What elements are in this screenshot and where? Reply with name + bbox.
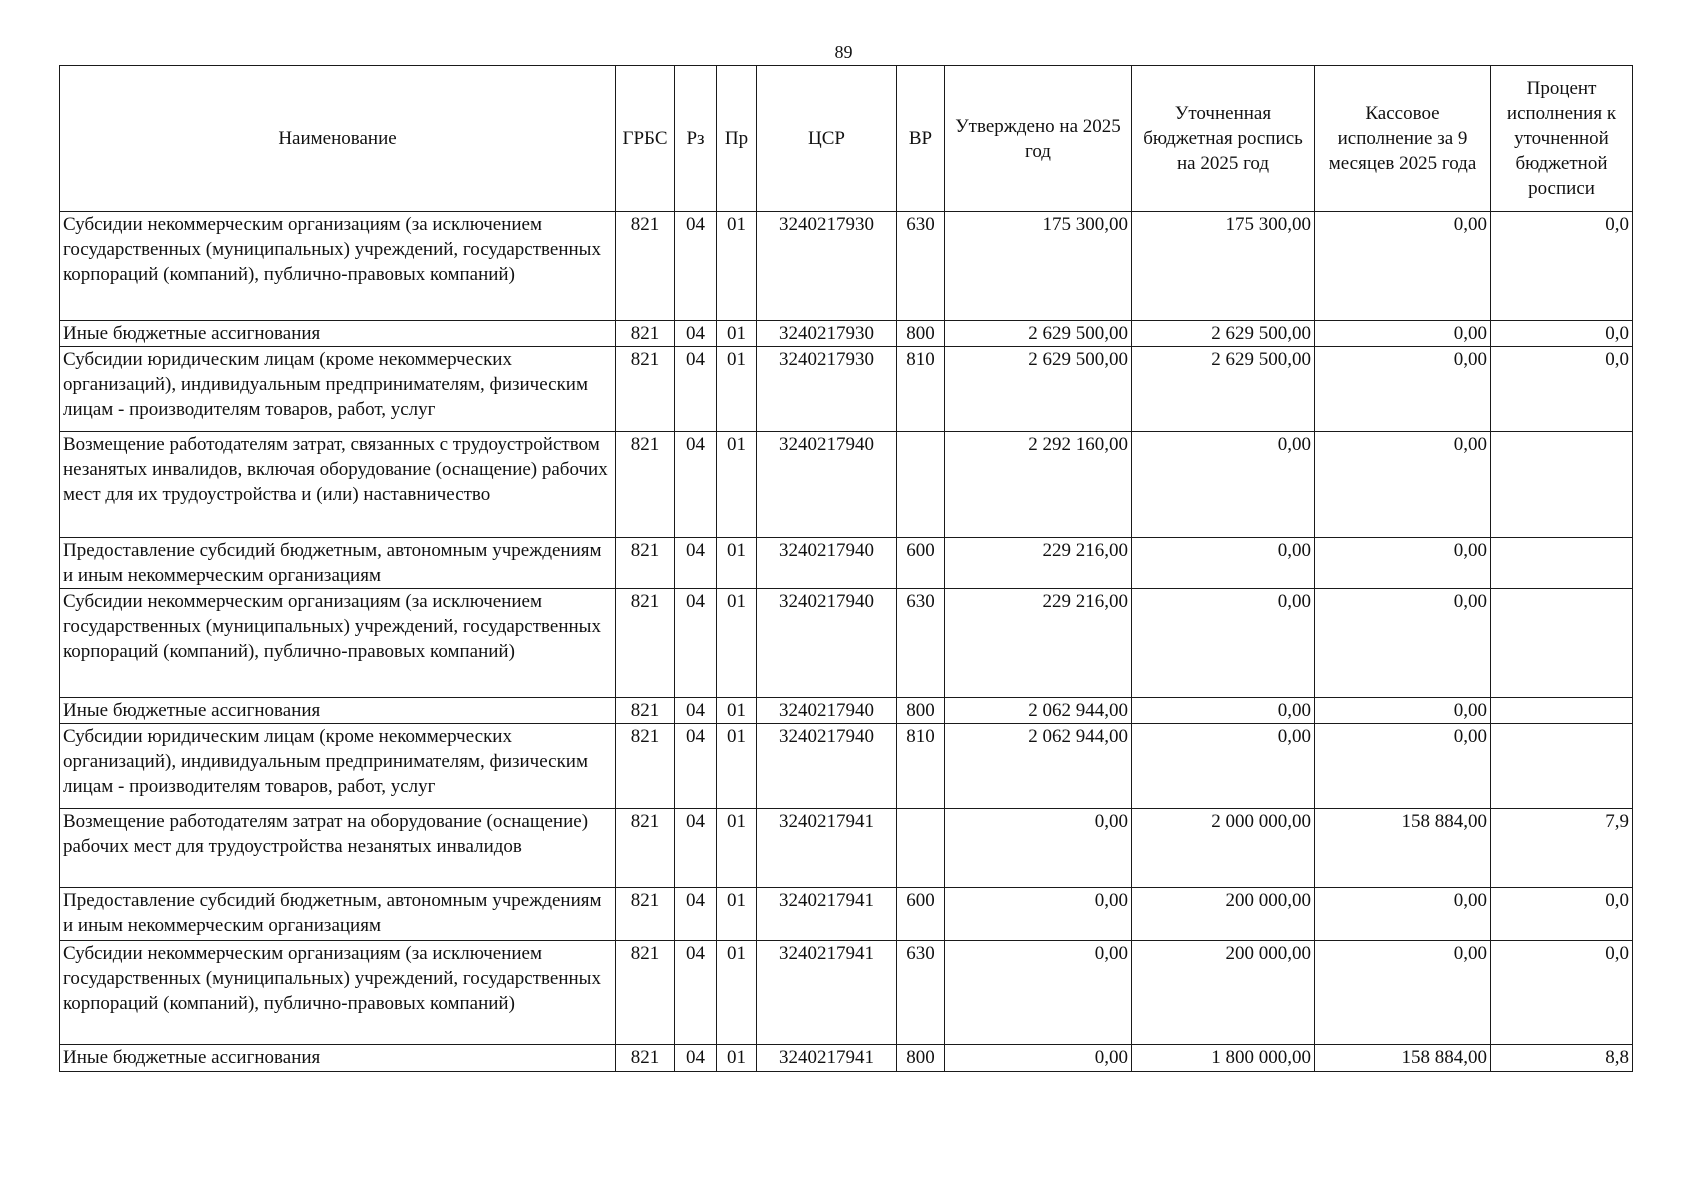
row-pr: 01 [717,321,757,347]
row-vr [897,432,945,538]
row-refined: 0,00 [1132,432,1315,538]
row-approved: 229 216,00 [945,589,1132,698]
row-name: Субсидии некоммерческим организациям (за исключением государственных (муниципальных) учреждений, государственных корпораций (компаний), публично-правовых компаний) [60,941,616,1045]
header-refined: Уточненная бюджетная роспись на 2025 год [1132,66,1315,212]
row-pr: 01 [717,432,757,538]
header-pr: Пр [717,66,757,212]
row-rz: 04 [675,941,717,1045]
row-percent [1491,724,1633,809]
row-percent [1491,698,1633,724]
row-pr: 01 [717,809,757,888]
row-vr: 600 [897,538,945,589]
row-grbs: 821 [616,589,675,698]
table-row [60,321,1633,347]
row-csr: 3240217940 [757,698,897,724]
row-approved: 2 629 500,00 [945,347,1132,432]
row-rz: 04 [675,888,717,941]
table-row [60,212,1633,321]
row-percent: 8,8 [1491,1045,1633,1072]
row-approved: 0,00 [945,1045,1132,1072]
row-pr: 01 [717,538,757,589]
row-rz: 04 [675,589,717,698]
row-csr: 3240217941 [757,941,897,1045]
row-pr: 01 [717,1045,757,1072]
row-cash: 0,00 [1315,888,1491,941]
budget-table [59,65,1633,1072]
row-csr: 3240217941 [757,1045,897,1072]
row-refined: 0,00 [1132,589,1315,698]
row-csr: 3240217930 [757,321,897,347]
row-vr: 800 [897,698,945,724]
row-name: Предоставление субсидий бюджетным, автономным учреждениям и иным некоммерческим организациям [60,538,616,589]
row-percent: 0,0 [1491,347,1633,432]
row-grbs: 821 [616,347,675,432]
row-rz: 04 [675,432,717,538]
row-cash: 0,00 [1315,212,1491,321]
row-cash: 0,00 [1315,432,1491,538]
table-row [60,538,1633,589]
row-percent: 0,0 [1491,212,1633,321]
row-vr: 800 [897,321,945,347]
row-cash: 0,00 [1315,724,1491,809]
row-grbs: 821 [616,888,675,941]
row-approved: 229 216,00 [945,538,1132,589]
table-row [60,941,1633,1045]
row-vr: 600 [897,888,945,941]
row-refined: 2 629 500,00 [1132,321,1315,347]
row-percent: 7,9 [1491,809,1633,888]
page-number: 89 [834,42,853,62]
row-rz: 04 [675,212,717,321]
row-rz: 04 [675,809,717,888]
row-rz: 04 [675,1045,717,1072]
table-row [60,809,1633,888]
header-rz: Рз [675,66,717,212]
row-percent [1491,589,1633,698]
row-name: Субсидии юридическим лицам (кроме некоммерческих организаций), индивидуальным предпринимателям, физическим лицам - производителям товаров, работ, услуг [60,347,616,432]
row-vr: 810 [897,724,945,809]
row-refined: 175 300,00 [1132,212,1315,321]
row-csr: 3240217941 [757,809,897,888]
table-row [60,888,1633,941]
row-csr: 3240217941 [757,888,897,941]
row-vr: 630 [897,589,945,698]
row-grbs: 821 [616,538,675,589]
row-percent: 0,0 [1491,941,1633,1045]
row-grbs: 821 [616,724,675,809]
row-refined: 0,00 [1132,538,1315,589]
header-vr: ВР [897,66,945,212]
row-cash: 0,00 [1315,538,1491,589]
row-approved: 2 292 160,00 [945,432,1132,538]
table-row [60,698,1633,724]
row-grbs: 821 [616,212,675,321]
row-name: Субсидии некоммерческим организациям (за исключением государственных (муниципальных) учреждений, государственных корпораций (компаний), публично-правовых компаний) [60,589,616,698]
row-grbs: 821 [616,432,675,538]
row-pr: 01 [717,698,757,724]
row-cash: 0,00 [1315,347,1491,432]
row-vr [897,809,945,888]
header-csr: ЦСР [757,66,897,212]
row-rz: 04 [675,538,717,589]
table-header-row [60,66,1633,212]
row-grbs: 821 [616,321,675,347]
table-row [60,432,1633,538]
row-name: Возмещение работодателям затрат, связанных с трудоустройством незанятых инвалидов, включая оборудование (оснащение) рабочих мест для их трудоустройства и (или) наставничество [60,432,616,538]
row-rz: 04 [675,698,717,724]
row-name: Субсидии юридическим лицам (кроме некоммерческих организаций), индивидуальным предпринимателям, физическим лицам - производителям товаров, работ, услуг [60,724,616,809]
header-name: Наименование [60,66,616,212]
row-grbs: 821 [616,698,675,724]
row-pr: 01 [717,347,757,432]
row-refined: 200 000,00 [1132,941,1315,1045]
row-refined: 0,00 [1132,724,1315,809]
row-vr: 630 [897,212,945,321]
row-pr: 01 [717,941,757,1045]
header-grbs: ГРБС [616,66,675,212]
row-pr: 01 [717,212,757,321]
row-percent: 0,0 [1491,888,1633,941]
row-cash: 0,00 [1315,698,1491,724]
row-cash: 0,00 [1315,321,1491,347]
header-percent: Процент исполнения к уточненной бюджетной росписи [1491,66,1633,212]
row-rz: 04 [675,321,717,347]
row-grbs: 821 [616,809,675,888]
table-row [60,589,1633,698]
row-cash: 0,00 [1315,941,1491,1045]
header-approved: Утверждено на 2025 год [945,66,1132,212]
row-approved: 2 062 944,00 [945,724,1132,809]
row-percent [1491,432,1633,538]
table-row [60,347,1633,432]
row-approved: 2 629 500,00 [945,321,1132,347]
row-name: Предоставление субсидий бюджетным, автономным учреждениям и иным некоммерческим организациям [60,888,616,941]
row-name: Иные бюджетные ассигнования [60,321,616,347]
row-csr: 3240217940 [757,538,897,589]
table-row [60,1045,1633,1072]
row-csr: 3240217940 [757,432,897,538]
row-cash: 0,00 [1315,589,1491,698]
header-cash: Кассовое исполнение за 9 месяцев 2025 года [1315,66,1491,212]
row-csr: 3240217930 [757,212,897,321]
row-refined: 200 000,00 [1132,888,1315,941]
row-name: Иные бюджетные ассигнования [60,1045,616,1072]
row-cash: 158 884,00 [1315,809,1491,888]
row-grbs: 821 [616,941,675,1045]
row-vr: 630 [897,941,945,1045]
row-vr: 800 [897,1045,945,1072]
row-approved: 0,00 [945,941,1132,1045]
row-rz: 04 [675,724,717,809]
row-percent: 0,0 [1491,321,1633,347]
row-approved: 175 300,00 [945,212,1132,321]
row-refined: 2 629 500,00 [1132,347,1315,432]
row-csr: 3240217940 [757,724,897,809]
row-refined: 1 800 000,00 [1132,1045,1315,1072]
row-pr: 01 [717,589,757,698]
row-approved: 0,00 [945,888,1132,941]
row-cash: 158 884,00 [1315,1045,1491,1072]
row-approved: 0,00 [945,809,1132,888]
row-name: Иные бюджетные ассигнования [60,698,616,724]
row-approved: 2 062 944,00 [945,698,1132,724]
row-pr: 01 [717,888,757,941]
row-refined: 0,00 [1132,698,1315,724]
row-vr: 810 [897,347,945,432]
row-csr: 3240217930 [757,347,897,432]
row-refined: 2 000 000,00 [1132,809,1315,888]
row-grbs: 821 [616,1045,675,1072]
row-name: Субсидии некоммерческим организациям (за исключением государственных (муниципальных) учреждений, государственных корпораций (компаний), публично-правовых компаний) [60,212,616,321]
row-percent [1491,538,1633,589]
row-pr: 01 [717,724,757,809]
row-csr: 3240217940 [757,589,897,698]
row-name: Возмещение работодателям затрат на оборудование (оснащение) рабочих мест для трудоустройства незанятых инвалидов [60,809,616,888]
row-rz: 04 [675,347,717,432]
table-row [60,724,1633,809]
